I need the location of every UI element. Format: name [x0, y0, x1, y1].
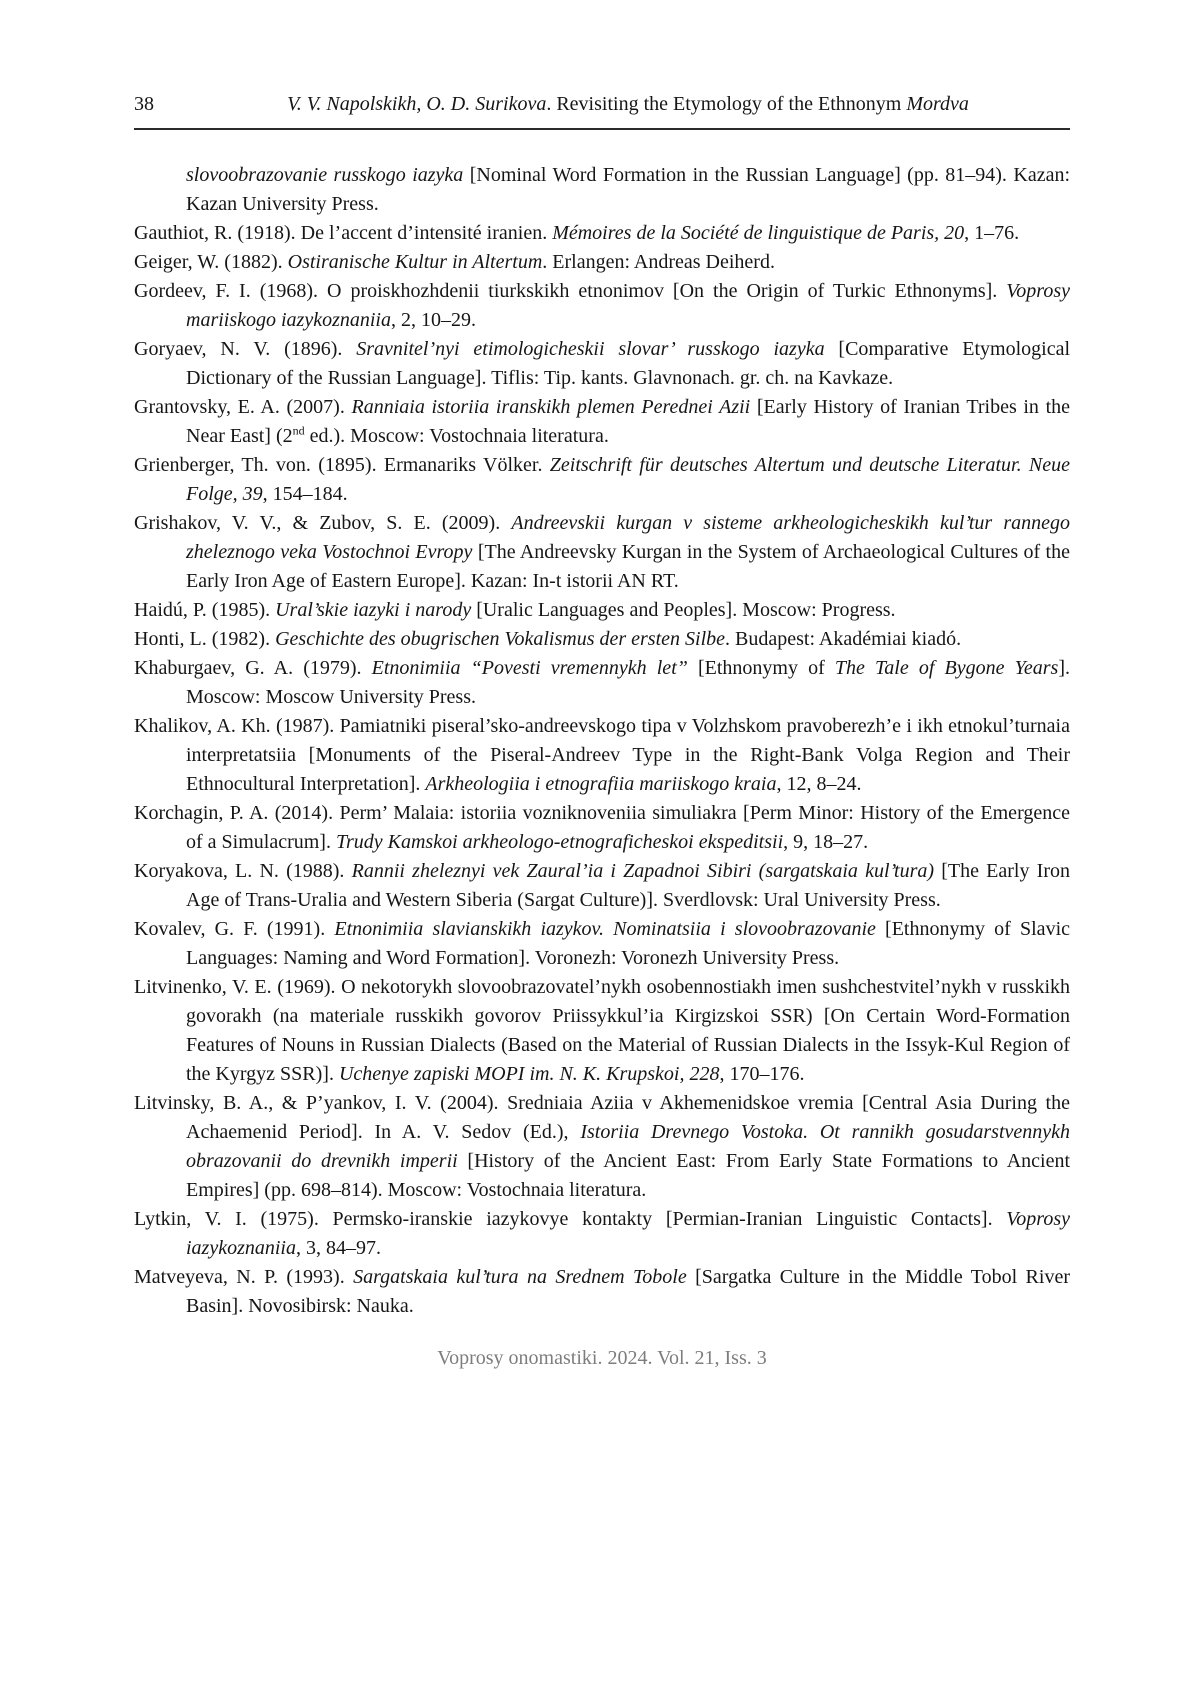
reference-segment-i: Mémoires de la Société de linguistique de Paris, 20 [552, 222, 965, 244]
reference-entry [134, 509, 1070, 596]
reference-segment-r: Grantovsky, E. A. (2007). [134, 396, 352, 418]
reference-segment-i: The Tale of Bygone Years [834, 657, 1059, 679]
reference-segment-i: Trudy Kamskoi arkheologo-etnograficheskoi ekspeditsii [335, 831, 784, 853]
reference-segment-r: , 2, 10–29. [391, 309, 476, 331]
reference-segment-i: Istoriia Drevnego Vostoka. Ot rannikh gosudarstvennykh obrazovanii do drevnikh imperii [186, 1121, 1071, 1172]
reference-segment-i: Etnonimiia “Povesti vremennykh let” [371, 657, 688, 679]
journal-footer: Voprosy onomastiki. 2024. Vol. 21, Iss. 3 [437, 1347, 767, 1369]
reference-segment-r: [The Andreevsky Kurgan in the System of Archaeological Cultures of the Early Iron Age of Eastern Europe]. Kazan: In-t istorii AN RT. [186, 541, 1070, 592]
reference-entry [134, 451, 1070, 509]
reference-segment-r: Grishakov, V. V., & Zubov, S. E. (2009). [134, 512, 512, 534]
reference-entry [134, 915, 1070, 973]
reference-segment-r: Kovalev, G. F. (1991). [134, 918, 335, 940]
reference-segment-i: Voprosy iazykoznaniia [186, 1208, 1070, 1259]
reference-segment-r: Koryakova, L. N. (1988). [134, 860, 352, 882]
reference-segment-r: Haidú, P. (1985). [134, 599, 276, 621]
page-number: 38 [134, 93, 154, 115]
reference-segment-r: [Comparative Etymological Dictionary of the Russian Language]. Tiflis: Tip. kants. Glavnonach. gr. ch. na Kavkaze. [186, 338, 1071, 389]
reference-segment-r: Geiger, W. (1882). [134, 251, 288, 273]
reference-segment-i: Ural’skie iazyki i narody [275, 599, 472, 621]
reference-segment-r: ed.). Moscow: Vostochnaia literatura. [304, 425, 609, 447]
reference-segment-r: [Nominal Word Formation in the Russian Language] (pp. 81–94). Kazan: Kazan University Press. [186, 164, 1071, 215]
reference-entry [134, 1089, 1070, 1205]
reference-segment-r: Grienberger, Th. von. (1895). Ermanariks Völker. [134, 454, 550, 476]
reference-segment-r: . Erlangen: Andreas Deiherd. [542, 251, 775, 273]
reference-segment-i: Voprosy mariiskogo iazykoznaniia [186, 280, 1070, 331]
reference-entry [134, 161, 1070, 219]
reference-entry [134, 219, 1070, 248]
reference-segment-r: Litvinenko, V. E. (1969). O nekotorykh slovoobrazovatel’nykh osobennostiakh imen sushchestvitel’nykh v russkikh govorakh (na materiale russkikh govorov Priissykkul’ia Kirgizskoi SSR) [On Certain Word-Formation Features of Nouns in Russian Dialects (Based on the Material of Russian Dialects in the Issyk-Kul Region of the Kyrgyz SSR)]. [134, 976, 1070, 1085]
reference-segment-i: Ranniaia istoriia iranskikh plemen Perednei Azii [351, 396, 751, 418]
reference-entry [134, 277, 1070, 335]
reference-segment-r: [History of the Ancient East: From Early State Formations to Ancient Empires] (pp. 698–814). Moscow: Vostochnaia literatura. [186, 1150, 1071, 1201]
reference-segment-r: , 1–76. [964, 222, 1020, 244]
reference-segment-i: Arkheologiia i etnografiia mariiskogo kraia [425, 773, 777, 795]
reference-segment-i: Geschichte des obugrischen Vokalismus der ersten Silbe [275, 628, 726, 650]
reference-segment-i: Andreevskii kurgan v sisteme arkheologicheskikh kul’tur rannego zheleznogo veka Vostochnoi Evropy [186, 512, 1070, 563]
reference-segment-r: [Ethnonymy of Slavic Languages: Naming and Word Formation]. Voronezh: Voronezh University Press. [186, 918, 1070, 969]
reference-entry [134, 596, 1070, 625]
reference-segment-r: Matveyeva, N. P. (1993). [134, 1266, 354, 1288]
reference-entry [134, 393, 1070, 451]
running-title-authors: V. V. Napolskikh, O. D. Surikova [287, 93, 547, 115]
reference-segment-r: Khalikov, A. Kh. (1987). Pamiatniki piseral’sko-andreevskogo tipa v Volzhskom pravoberezh’e i ikh etnokul’turnaia interpretatsiia [Monuments of the Piseral-Andreev Type in the Right-Bank Volga Region and Their Ethnocultural Interpretation]. [134, 715, 1070, 795]
reference-entry [134, 625, 1070, 654]
reference-segment-i: Ostiranische Kultur in Altertum [287, 251, 543, 273]
reference-segment-i: Etnonimiia slavianskikh iazykov. Nominatsiia i slovoobrazovanie [334, 918, 876, 940]
reference-segment-r: . Budapest: Akadémiai kiadó. [725, 628, 962, 650]
reference-segment-r: [Ethnonymy of [687, 657, 835, 679]
running-title [186, 92, 1070, 116]
reference-segment-sup: nd [292, 423, 305, 438]
reference-entry [134, 1205, 1070, 1263]
reference-entry [134, 973, 1070, 1089]
reference-segment-r: [The Early Iron Age of Trans-Uralia and Western Siberia (Sargat Culture)]. Sverdlovsk: Ural University Press. [186, 860, 1070, 911]
reference-segment-r: , 12, 8–24. [776, 773, 862, 795]
reference-segment-r: Goryaev, N. V. (1896). [134, 338, 357, 360]
reference-segment-i: Uchenye zapiski MOPI im. N. K. Krupskoi, 228 [338, 1063, 720, 1085]
reference-segment-r: , 154–184. [262, 483, 348, 505]
reference-segment-r: [Early History of Iranian Tribes in the Near East] (2 [186, 396, 1071, 447]
reference-segment-i: slovoobrazovanie russkogo iazyka [186, 164, 464, 186]
running-header [134, 92, 1070, 116]
reference-segment-r: , 3, 84–97. [296, 1237, 381, 1259]
reference-entry [134, 857, 1070, 915]
running-title-text: . Revisiting the Etymology of the Ethnonym [546, 93, 907, 115]
reference-segment-r: , 9, 18–27. [783, 831, 869, 853]
reference-segment-r: Gordeev, F. I. (1968). O proiskhozhdenii tiurkskikh etnonimov [On the Origin of Turkic Ethnonyms]. [134, 280, 1007, 302]
reference-segment-r: Litvinsky, B. A., & P’yankov, I. V. (2004). Sredniaia Aziia v Akhemenidskoe vremia [Central Asia During the Achaemenid Period]. In A. V. Sedov (Ed.), [134, 1092, 1070, 1143]
reference-segment-i: Zeitschrift für deutsches Altertum und deutsche Literatur. Neue Folge, 39 [186, 454, 1070, 505]
reference-segment-r: Lytkin, V. I. (1975). Permsko-iranskie iazykovye kontakty [Permian-Iranian Linguistic Contacts]. [134, 1208, 1007, 1230]
header-rule [134, 128, 1070, 130]
reference-segment-r: Khaburgaev, G. A. (1979). [134, 657, 372, 679]
reference-entry [134, 248, 1070, 277]
reference-segment-r: Korchagin, P. A. (2014). Perm’ Malaia: istoriia vozniknoveniia simuliakra [Perm Minor: History of the Emergence of a Simulacrum]. [134, 802, 1070, 853]
reference-segment-i: Sargatskaia kul’tura na Srednem Tobole [353, 1266, 687, 1288]
reference-entry [134, 712, 1070, 799]
reference-segment-r: [Sargatka Culture in the Middle Tobol River Basin]. Novosibirsk: Nauka. [186, 1266, 1070, 1317]
reference-entry [134, 654, 1070, 712]
reference-entry [134, 335, 1070, 393]
reference-segment-r: [Uralic Languages and Peoples]. Moscow: Progress. [471, 599, 896, 621]
reference-entry [134, 1263, 1070, 1321]
reference-segment-r: Honti, L. (1982). [134, 628, 276, 650]
reference-segment-r: Gauthiot, R. (1918). De l’accent d’intensité iranien. [134, 222, 553, 244]
reference-segment-i: Rannii zheleznyi vek Zaural’ia i Zapadnoi Sibiri (sargatskaia kul’tura) [351, 860, 935, 882]
reference-entry [134, 799, 1070, 857]
running-title-ethnonym: Mordva [906, 93, 969, 115]
reference-segment-r: ]. Moscow: Moscow University Press. [186, 657, 1071, 708]
reference-segment-r: , 170–176. [719, 1063, 805, 1085]
reference-segment-i: Sravnitel’nyi etimologicheskii slovar’ russkogo iazyka [356, 338, 825, 360]
references-list [134, 161, 1070, 1321]
